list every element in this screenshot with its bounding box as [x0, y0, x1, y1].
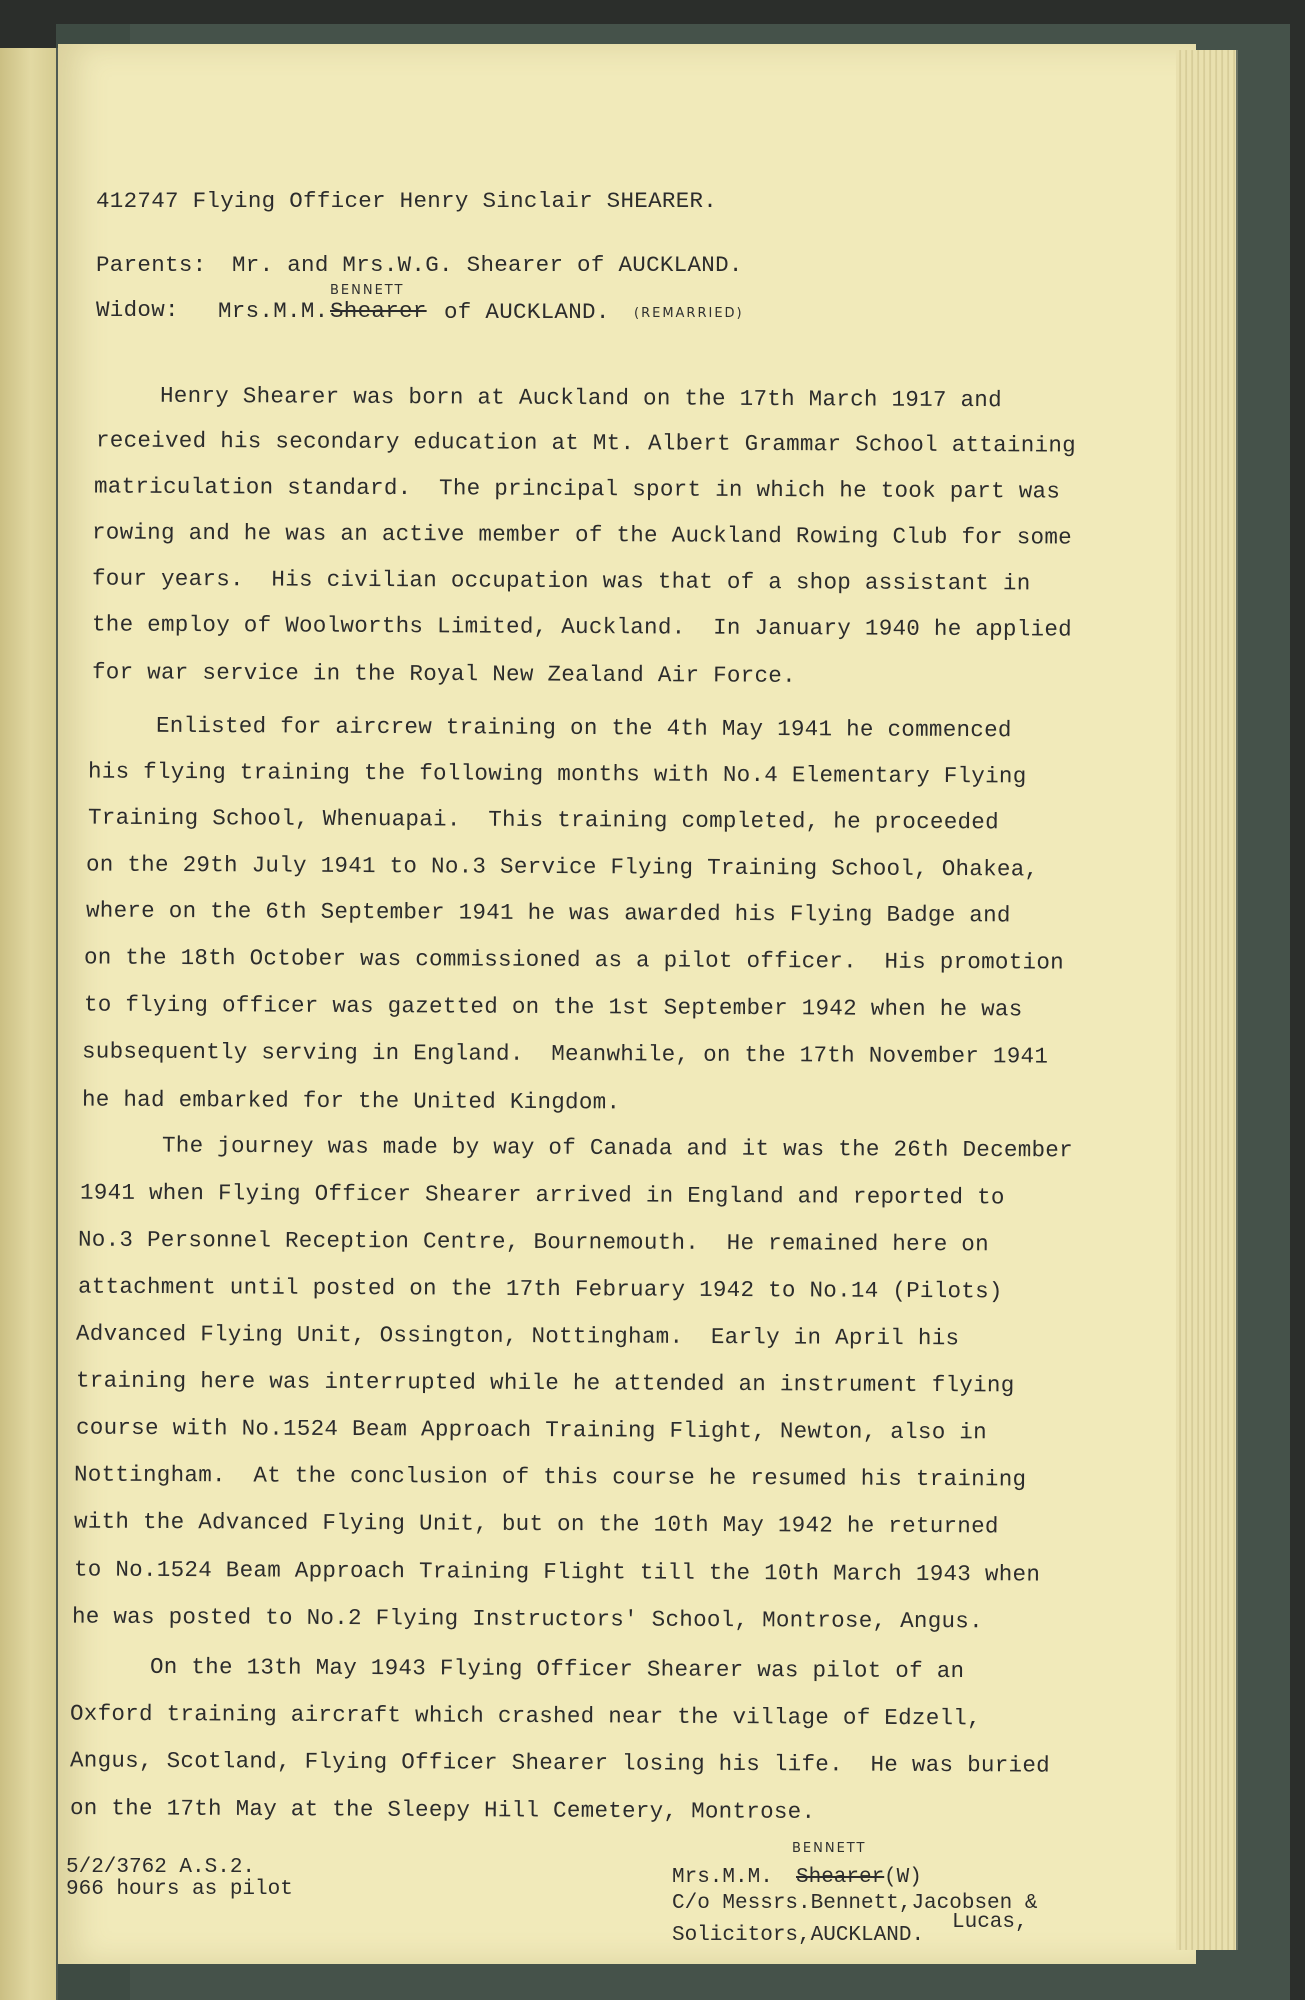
flying-hours: 966 hours as pilot — [66, 1878, 293, 1901]
address-prefix: Mrs.M.M. — [672, 1866, 773, 1889]
body-line: Angus, Scotland, Flying Officer Shearer losing his life. He was buried — [69, 1747, 1051, 1779]
record-title-line: 412747 Flying Officer Henry Sinclair SHEARER. — [96, 188, 718, 214]
body-line: his flying training the following months with No.4 Elementary Flying — [87, 758, 1027, 790]
body-line: No.3 Personnel Reception Centre, Bournemouth. He remained here on — [77, 1226, 990, 1258]
widow-handwritten-correction: BENNETT — [330, 283, 405, 298]
page-stack-edge — [1176, 50, 1238, 1950]
address-lucas: Lucas, — [952, 1911, 1028, 1934]
file-reference: 5/2/3762 A.S.2. — [66, 1856, 256, 1879]
body-line: course with No.1524 Beam Approach Training Flight, Newton, also in — [75, 1414, 988, 1446]
body-line: subsequently serving in England. Meanwhile, on the 17th November 1941 — [81, 1038, 1049, 1070]
body-line: 1941 when Flying Officer Shearer arrived in England and reported to — [79, 1179, 1005, 1211]
body-line: for war service in the Royal New Zealand Air Force. — [91, 659, 796, 689]
widow-struck-name: Shearer — [330, 298, 427, 324]
address-handwritten-correction: BENNETT — [792, 1841, 867, 1856]
address-line-2: C/o Messrs.Bennett,Jacobsen & — [672, 1892, 1038, 1915]
body-line: Advanced Flying Unit, Ossington, Nottingham. Early in April his — [75, 1320, 960, 1352]
body-line: on the 17th May at the Sleepy Hill Cemetery, Montrose. — [69, 1795, 816, 1825]
body-line: received his secondary education at Mt. Albert Grammar School attaining — [95, 427, 1077, 459]
address-line-3: Solicitors,AUCKLAND. — [672, 1924, 925, 1947]
body-line: Training School, Whenuapai. This training completed, he proceeded — [87, 804, 1000, 836]
body-line: Enlisted for aircrew training on the 4th May 1941 he commenced — [155, 712, 1012, 744]
body-line: he had embarked for the United Kingdom. — [81, 1086, 621, 1116]
widow-suffix: of AUCKLAND. — [444, 299, 610, 325]
parents-label: Parents: — [96, 252, 207, 278]
body-line: to No.1524 Beam Approach Training Flight till the 10th March 1943 when — [73, 1556, 1041, 1588]
address-struck-name: Shearer — [796, 1866, 885, 1889]
widow-handwritten-note: (REMARRIED) — [634, 306, 744, 321]
body-line: Nottingham. At the conclusion of this course he resumed his training — [73, 1461, 1027, 1493]
widow-prefix: Mrs.M.M. — [218, 298, 329, 324]
body-line: Henry Shearer was born at Auckland on the 17th March 1917 and — [159, 382, 1002, 414]
body-line: The journey was made by way of Canada and it was the 26th December — [161, 1132, 1074, 1164]
body-line: four years. His civilian occupation was that of a shop assistant in — [91, 565, 1031, 597]
body-line: attachment until posted on the 17th February 1942 to No.14 (Pilots) — [77, 1273, 1003, 1305]
body-line: with the Advanced Flying Unit, but on the 10th May 1942 he returned — [73, 1508, 999, 1540]
body-line: the employ of Woolworths Limited, Auckland. In January 1940 he applied — [91, 611, 1073, 643]
body-line: on the 29th July 1941 to No.3 Service Flying Training School, Ohakea, — [85, 851, 1039, 883]
facing-page-edge — [0, 48, 58, 2000]
widow-label: Widow: — [96, 297, 179, 323]
body-line: Oxford training aircraft which crashed near the village of Edzell, — [69, 1700, 982, 1732]
body-line: he was posted to No.2 Flying Instructors' School, Montrose, Angus. — [71, 1603, 984, 1635]
body-line: matriculation standard. The principal sport in which he took part was — [93, 473, 1061, 505]
body-line: training here was interrupted while he attended an instrument flying — [75, 1367, 1015, 1399]
body-line: to flying officer was gazetted on the 1st September 1942 when he was — [83, 991, 1023, 1023]
parents-text: Mr. and Mrs.W.G. Shearer of AUCKLAND. — [232, 252, 743, 278]
body-line: where on the 6th September 1941 he was awarded his Flying Badge and — [85, 897, 1011, 929]
body-line: rowing and he was an active member of the Auckland Rowing Club for some — [91, 519, 1073, 551]
address-widow-mark: (W) — [884, 1866, 922, 1889]
body-line: on the 18th October was commissioned as a pilot officer. His promotion — [83, 944, 1065, 976]
body-line: On the 13th May 1943 Flying Officer Shearer was pilot of an — [149, 1653, 965, 1685]
